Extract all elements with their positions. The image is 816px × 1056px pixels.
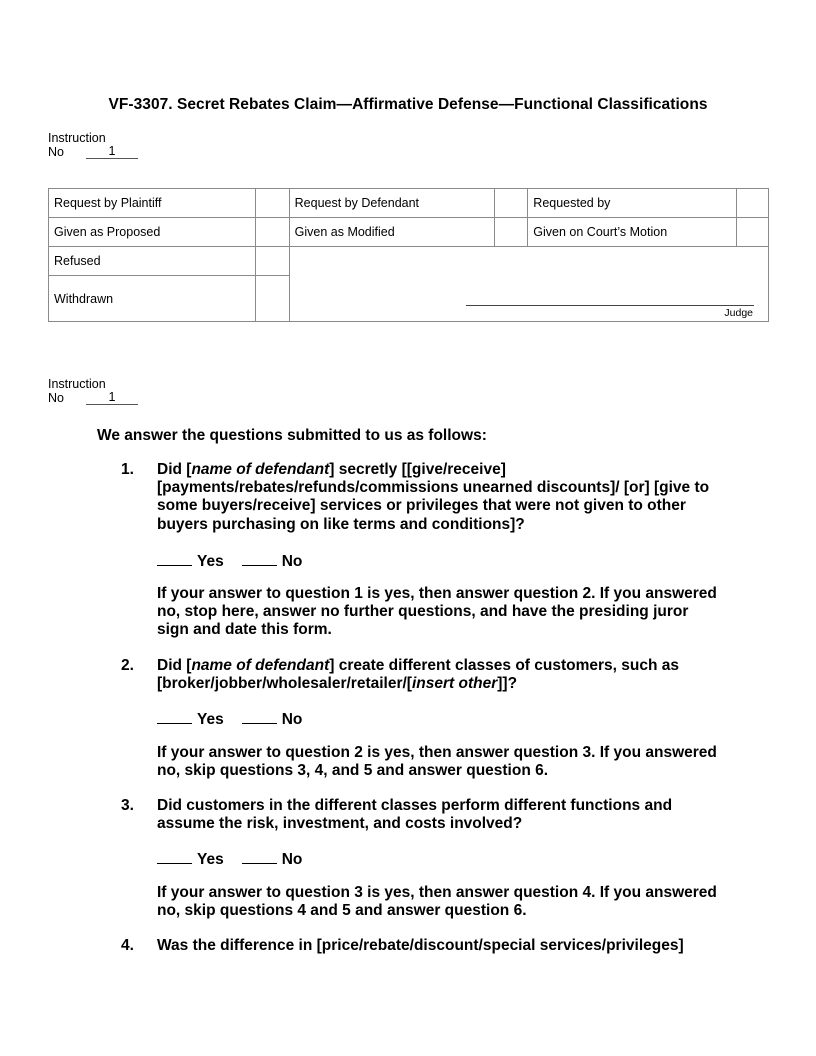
- request-by-plaintiff-label: Request by Plaintiff: [49, 189, 256, 218]
- yes-label: Yes: [197, 711, 224, 728]
- question-1: [121, 461, 721, 534]
- question-number: 4.: [121, 937, 134, 954]
- instruction-number-block: [48, 377, 138, 405]
- no-label: No: [281, 851, 303, 868]
- instruction-no-field[interactable]: 1: [86, 391, 138, 405]
- question-instruction-note: If your answer to question 1 is yes, then answer question 2. If you answered no, stop here, answer no further questions, and have the presiding juror sign and date this form.: [157, 585, 717, 639]
- requested-by-label: Requested by: [528, 189, 737, 218]
- yes-no-answer: [157, 709, 302, 729]
- instruction-no-label: No: [48, 391, 64, 405]
- withdrawn-label: Withdrawn: [49, 276, 256, 322]
- refused-checkbox[interactable]: [255, 247, 289, 276]
- yes-answer-blank[interactable]: [157, 709, 192, 724]
- verdict-lead-text: We answer the questions submitted to us as follows:: [97, 427, 487, 444]
- question-text: Did [name of defendant] secretly [[give/receive] [payments/rebates/refunds/commissions unearned discounts]/ [or] [give to some buyers/receive] services or privileges that were not given to other buyers purchasing on like terms and conditions]?: [157, 461, 710, 533]
- yes-no-answer: [157, 849, 302, 869]
- question-3: [121, 797, 721, 833]
- question-number: 3.: [121, 797, 134, 814]
- instruction-status-table: [48, 188, 769, 322]
- document-title: VF-3307. Secret Rebates Claim—Affirmative Defense—Functional Classifications: [108, 96, 708, 113]
- no-label: No: [281, 711, 303, 728]
- refused-label: Refused: [49, 247, 256, 276]
- question-text: Did customers in the different classes perform different functions and assume the risk, investment, and costs involved?: [157, 797, 673, 833]
- yes-no-answer: [157, 551, 302, 571]
- no-answer-blank[interactable]: [242, 551, 277, 566]
- question-instruction-note: If your answer to question 3 is yes, then answer question 4. If you answered no, skip questions 4 and 5 and answer question 6.: [157, 884, 717, 920]
- instruction-number-block: [48, 131, 138, 159]
- yes-label: Yes: [197, 851, 224, 868]
- instruction-no-field[interactable]: 1: [86, 145, 138, 159]
- instruction-label: Instruction: [48, 131, 106, 145]
- question-text: Was the difference in [price/rebate/discount/special services/privileges]: [157, 937, 684, 954]
- question-number: 1.: [121, 461, 134, 478]
- instruction-no-label: No: [48, 145, 64, 159]
- requested-by-checkbox[interactable]: [737, 189, 769, 218]
- question-number: 2.: [121, 657, 134, 674]
- request-by-defendant-checkbox[interactable]: [495, 189, 528, 218]
- question-instruction-note: If your answer to question 2 is yes, then answer question 3. If you answered no, skip questions 3, 4, and 5 and answer question 6.: [157, 744, 717, 780]
- given-as-proposed-checkbox[interactable]: [255, 218, 289, 247]
- given-as-proposed-label: Given as Proposed: [49, 218, 256, 247]
- yes-answer-blank[interactable]: [157, 849, 192, 864]
- judge-signature-area: [289, 247, 768, 322]
- question-4: [121, 937, 741, 955]
- instruction-label: Instruction: [48, 377, 106, 391]
- judge-label: Judge: [724, 307, 753, 319]
- yes-answer-blank[interactable]: [157, 551, 192, 566]
- given-as-modified-checkbox[interactable]: [495, 218, 528, 247]
- withdrawn-checkbox[interactable]: [255, 276, 289, 322]
- no-answer-blank[interactable]: [242, 849, 277, 864]
- judge-signature-line[interactable]: [466, 305, 754, 306]
- yes-label: Yes: [197, 553, 224, 570]
- given-on-courts-motion-label: Given on Court’s Motion: [528, 218, 737, 247]
- given-on-courts-motion-checkbox[interactable]: [737, 218, 769, 247]
- no-answer-blank[interactable]: [242, 709, 277, 724]
- question-2: [121, 657, 721, 693]
- request-by-plaintiff-checkbox[interactable]: [255, 189, 289, 218]
- given-as-modified-label: Given as Modified: [289, 218, 495, 247]
- question-text: Did [name of defendant] create different classes of customers, such as [broker/jobber/wholesaler/retailer/[insert other]]?: [157, 657, 679, 693]
- no-label: No: [281, 553, 303, 570]
- request-by-defendant-label: Request by Defendant: [289, 189, 495, 218]
